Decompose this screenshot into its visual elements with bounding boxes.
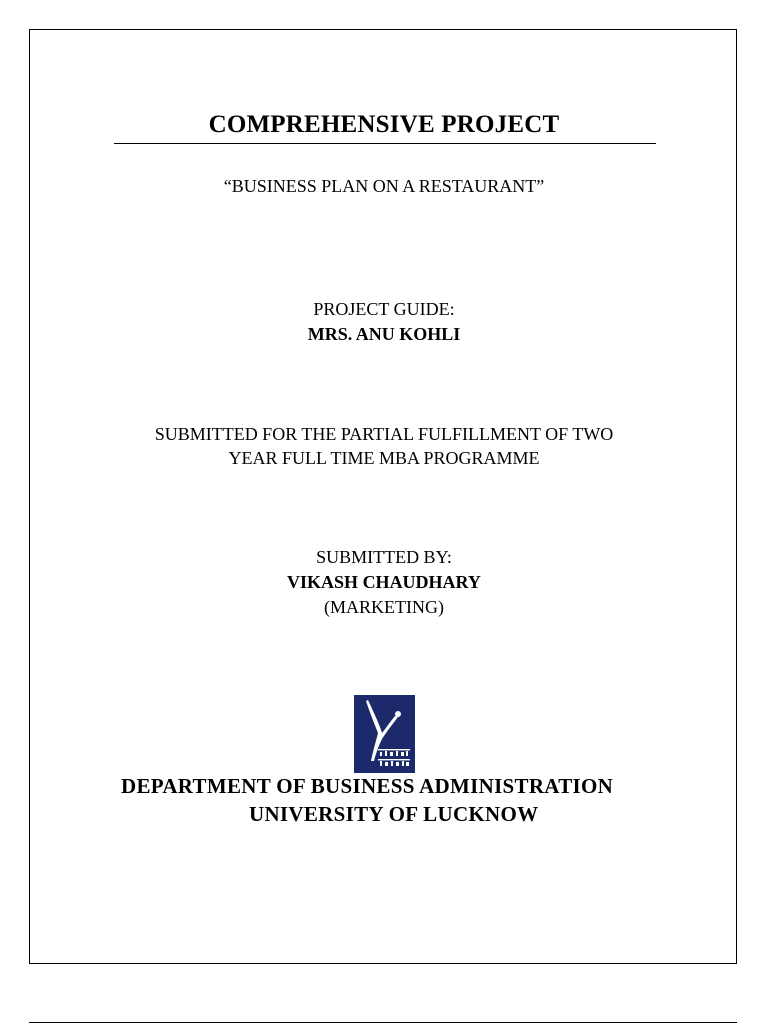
department-name: DEPARTMENT OF BUSINESS ADMINISTRATION	[121, 774, 614, 798]
university-emblem-icon	[354, 695, 415, 773]
document-title: COMPREHENSIVE PROJECT	[208, 111, 560, 138]
submitted-by-name: VIKASH CHAUDHARY	[287, 572, 481, 592]
submitted-by-label: SUBMITTED BY:	[316, 547, 452, 567]
university-name: UNIVERSITY OF LUCKNOW	[249, 802, 539, 826]
submitted-by-specialization: (MARKETING)	[324, 597, 444, 617]
project-guide-name: MRS. ANU KOHLI	[307, 324, 461, 344]
purpose-line-2: YEAR FULL TIME MBA PROGRAMME	[228, 448, 540, 468]
project-guide-label: PROJECT GUIDE:	[313, 299, 455, 319]
title-underline	[114, 143, 656, 144]
purpose-line-1: SUBMITTED FOR THE PARTIAL FULFILLMENT OF TWO	[154, 424, 614, 444]
footer-rule	[29, 1022, 737, 1023]
emblem-figure-head	[395, 711, 401, 717]
project-subtitle: “BUSINESS PLAN ON A RESTAURANT”	[223, 176, 545, 196]
